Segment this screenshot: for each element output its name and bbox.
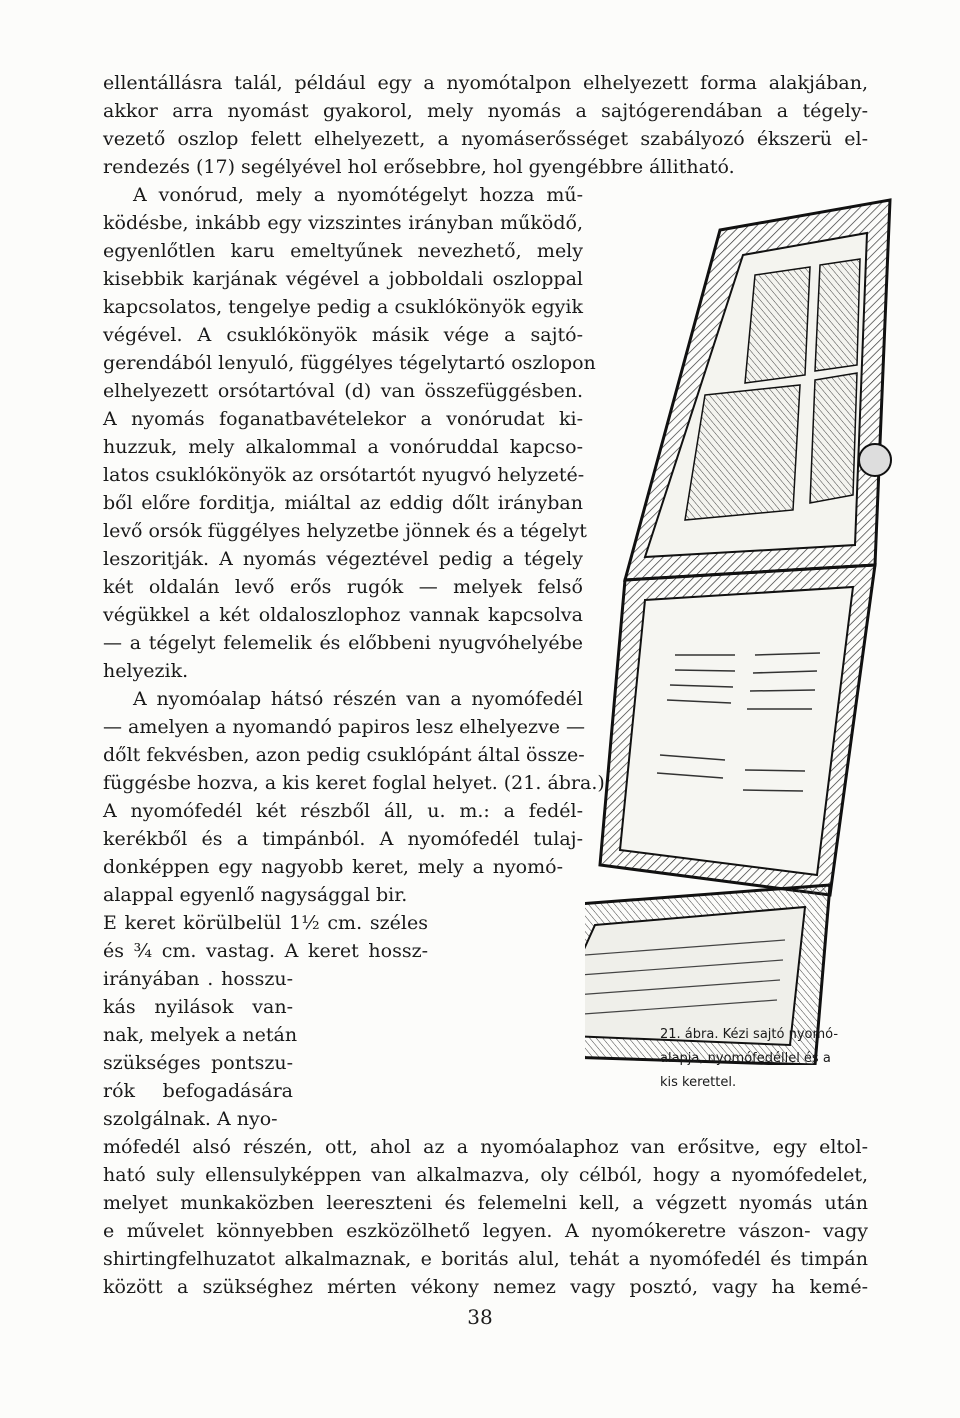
text-line: ható suly ellensulyképpen van alkalmazva, oly célból, hogy a nyomófedelet, — [103, 1164, 868, 1186]
text-line: között a szükséghez mérten vékony nemez vagy posztó, vagy ha kemé- — [103, 1276, 868, 1298]
text-line: nak, melyek a netán — [103, 1024, 298, 1046]
text-line: ködésbe, inkább egy vizszintes irányban működő, — [103, 212, 583, 234]
text-line: szolgálnak. A nyo- — [103, 1108, 278, 1130]
text-line: levő orsók függélyes helyzetbe jönnek és a tégelyt — [103, 520, 587, 542]
text-line: rendezés (17) segélyével hol erősebbre, hol gyengébbre állitható. — [103, 156, 735, 178]
text-line: shirtingfelhuzatot alkalmaznak, e boritás alul, tehát a nyomófedél és timpán — [103, 1248, 868, 1270]
caption-line: 21. ábra. Kézi sajtó nyomó- — [660, 1027, 839, 1042]
text-line: függésbe hozva, a kis keret foglal helyet. (21. ábra.) — [103, 772, 605, 794]
text-line: két oldalán levő erős rugók — melyek felső — [103, 576, 583, 598]
caption-line: alapja, nyomófedéllel és a — [660, 1051, 831, 1066]
figure-caption — [660, 1023, 900, 1095]
text-line: kisebbik karjának végével a jobboldali oszloppal — [103, 268, 583, 290]
text-line: alappal egyenlő nagysággal bir. — [103, 884, 408, 906]
text-line: leszoritják. A nyomás végeztével pedig a tégely — [103, 548, 583, 570]
text-line: ellentállásra talál, például egy a nyomótalpon elhelyezett forma alakjában, — [103, 72, 868, 94]
text-line: akkor arra nyomást gyakorol, mely nyomás a sajtógerendában a tégely- — [103, 100, 868, 122]
text-line: végével. A csuklókönyök másik vége a sajtó- — [103, 324, 583, 346]
text-line: melyet munkaközben leereszteni és felemelni kell, a végzett nyomás után — [103, 1192, 868, 1214]
text-line: gerendából lenyuló, függélyes tégelytartó oszlopon — [103, 352, 596, 374]
text-line: szükséges pontszu- — [103, 1052, 293, 1074]
text-line: helyezik. — [103, 660, 189, 682]
text-line: — amelyen a nyomandó papiros lesz elhelyezve — — [103, 716, 586, 738]
text-line: kás nyilások van- — [103, 996, 293, 1018]
text-line: A vonórud, mely a nyomótégelyt hozza mű- — [133, 184, 583, 206]
text-line: elhelyezett orsótartóval (d) van összefüggésben. — [103, 380, 583, 402]
text-line: A nyomás foganatbavételekor a vonórudat ki- — [103, 408, 583, 430]
text-line: végükkel a két oldaloszlophoz vannak kapcsolva — [103, 604, 583, 626]
text-line: irányában . hosszu- — [103, 968, 293, 990]
page-number: 38 — [467, 1305, 493, 1329]
text-line: kerékből és a timpánból. A nyomófedél tulaj- — [103, 828, 583, 850]
text-line: A nyomóalap hátsó részén van a nyomófedél — [133, 688, 583, 710]
text-line: donképpen egy nagyobb keret, mely a nyomó- — [103, 856, 563, 878]
caption-line: kis kerettel. — [660, 1075, 737, 1090]
text-line: huzzuk, mely alkalommal a vonóruddal kapcso- — [103, 436, 583, 458]
text-line: kapcsolatos, tengelye pedig a csuklókönyök egyik — [103, 296, 583, 318]
text-line: egyenlőtlen karu emeltyűnek nevezhető, mely — [103, 240, 583, 262]
text-line: mófedél alsó részén, ott, ahol az a nyomóalaphoz van erősitve, egy eltol- — [103, 1136, 868, 1158]
text-line: dőlt fekvésben, azon pedig csuklópánt által össze- — [103, 744, 585, 766]
text-line: — a tégelyt felemelik és előbbeni nyugvóhelyébe — [103, 632, 583, 654]
text-line: latos csuklókönyök az orsótartót nyugvó helyzeté- — [103, 464, 585, 486]
text-line: vezető oszlop felett elhelyezett, a nyomáserősséget szabályozó ékszerü el- — [103, 128, 868, 150]
text-line: ből előre forditja, miáltal az eddig dőlt irányban — [103, 492, 583, 514]
press-bed-illustration — [585, 185, 895, 1065]
text-line: és ¾ cm. vastag. A keret hossz- — [103, 940, 428, 962]
text-line: E keret körülbelül 1½ cm. széles — [103, 912, 428, 934]
text-line: A nyomófedél két részből áll, u. m.: a fedél- — [103, 800, 583, 822]
text-line: rók befogadására — [103, 1080, 293, 1102]
text-line: e művelet könnyebben eszközölhető legyen. A nyomókeretre vászon- vagy — [103, 1220, 868, 1242]
